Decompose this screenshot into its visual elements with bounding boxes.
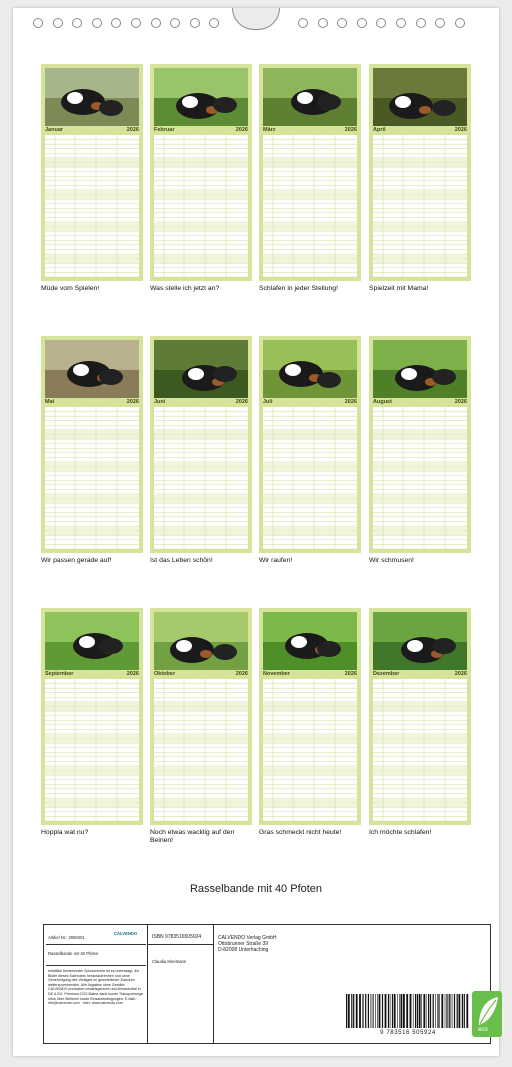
month-name: Januar [45,127,64,133]
month-name: April [373,127,386,133]
puppy-photo [373,612,467,670]
author-name: Claudia Kleemann [152,959,187,964]
month-header [263,671,357,678]
month-name: Februar [154,127,175,133]
imprint-box [43,924,491,1044]
month-header [373,399,467,406]
barcode [344,994,472,1034]
month-year: 2026 [344,127,357,133]
month-card [259,64,361,281]
month-card [41,64,143,281]
planner-grid [154,407,248,549]
planner-grid [154,135,248,277]
puppy-photo [373,68,467,126]
photo-caption: Wir passen gerade auf! [41,557,112,564]
photo-caption: Wir schmusen! [369,557,414,564]
photo-caption: Hoppla wat nu? [41,829,89,836]
isbn: ISBN 9783516505924 [152,934,202,940]
photo-caption: Gras schmeckt nicht heute! [259,829,342,836]
month-year: 2026 [454,399,467,405]
month-header [45,399,139,406]
eco-label: eco [478,1027,488,1033]
month-header [373,127,467,134]
month-year: 2026 [235,671,248,677]
month-card [150,336,252,553]
calendar-title: Rasselbande mit 40 Pfoten [189,883,323,895]
article-number: Artikel Nr.: 2080401 [48,935,85,940]
month-header [45,127,139,134]
month-year: 2026 [126,127,139,133]
month-card [259,336,361,553]
month-card [150,608,252,825]
puppy-photo [154,340,248,398]
barcode-number: 9 783516 505924 [380,1030,436,1036]
publisher-line-3: D-82008 Unterhaching [218,947,269,953]
month-card [259,608,361,825]
month-header [154,399,248,406]
month-name: Oktober [154,671,176,677]
month-header [373,671,467,678]
month-header [263,127,357,134]
puppy-photo [373,340,467,398]
legal-notice: Inhaltlich bestehender Schutzrechte ist es unterssagt, die Bilder dieses Kalenders herauszutrennen und ohne Genehmigung des Verlages zu gewerblichen Zwecken weiterzuverwenden. Alle Angaben ohne Gewähr. CALVENDO produziert bedarfsgerecht und klimaneutral in DE & EU. Premium-CO2-Bilanz dank kurzer Transportwege. Infos über Weiteres sowie Einsatzbedingungen: E-Mail: info@calvendo.com · Inter: www.calvendo.com [48,969,144,1006]
month-year: 2026 [344,399,357,405]
binding-holes-right [298,18,465,30]
photo-caption: Spielzeit mit Mama! [369,285,429,292]
calvendo-logo: CALVENDO [114,931,138,936]
month-name: August [373,399,392,405]
eco-badge [472,991,502,1037]
month-card [41,608,143,825]
photo-caption: Schlafen in jeder Stellung! [259,285,338,292]
puppy-photo [45,612,139,670]
month-name: Dezember [373,671,400,677]
month-name: Mai [45,399,55,405]
month-year: 2026 [126,671,139,677]
hanger-notch [232,8,280,30]
month-year: 2026 [454,671,467,677]
month-header [154,671,248,678]
photo-caption: Ist das Leben schön! [150,557,213,564]
imprint-column-3 [214,925,492,1043]
planner-grid [373,679,467,821]
month-card [369,608,471,825]
puppy-photo [154,612,248,670]
month-name: September [45,671,74,677]
month-card [369,336,471,553]
month-header [154,127,248,134]
imprint-column-1 [44,925,148,1043]
photo-caption: Ich möchte schlafen! [369,829,432,836]
month-year: 2026 [126,399,139,405]
month-name: März [263,127,276,133]
puppy-photo [263,68,357,126]
puppy-photo [45,68,139,126]
planner-grid [263,407,357,549]
calendar-page [13,8,499,1056]
planner-grid [45,135,139,277]
planner-grid [263,679,357,821]
publisher-line-1: CALVENDO Verlag GmbH [218,935,277,941]
planner-grid [263,135,357,277]
month-card [369,64,471,281]
planner-grid [373,135,467,277]
imprint-column-2 [148,925,214,1043]
planner-grid [45,407,139,549]
month-year: 2026 [344,671,357,677]
photo-caption: Müde vom Spielen! [41,285,100,292]
month-name: Juli [263,399,273,405]
photo-caption: Was stelle ich jetzt an? [150,285,220,292]
month-card [150,64,252,281]
month-year: 2026 [454,127,467,133]
month-year: 2026 [235,127,248,133]
photo-caption: Wir raufen! [259,557,293,564]
photo-caption: Noch etwas wacklig auf den Beinen! [150,829,235,844]
puppy-photo [263,612,357,670]
month-name: November [263,671,290,677]
planner-grid [154,679,248,821]
month-card [41,336,143,553]
month-header [45,671,139,678]
month-name: Juni [154,399,166,405]
product-name: Rasselbande mit 40 Pfoten [48,951,99,956]
planner-grid [45,679,139,821]
puppy-photo [263,340,357,398]
planner-grid [373,407,467,549]
puppy-photo [45,340,139,398]
publisher-line-2: Ottobrunner Straße 39 [218,941,269,947]
binding-holes-left [33,18,219,30]
puppy-photo [154,68,248,126]
month-header [263,399,357,406]
month-year: 2026 [235,399,248,405]
